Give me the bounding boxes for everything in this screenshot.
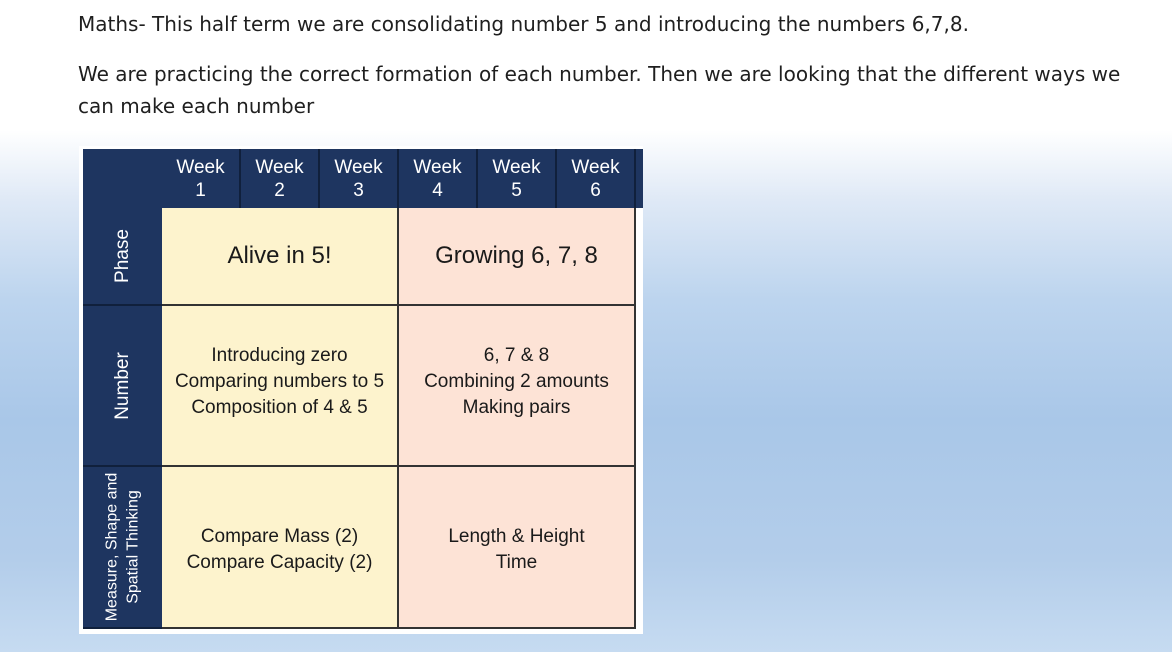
week-number: 1 — [195, 179, 206, 201]
measure-cell-weeks-4-6 — [399, 467, 636, 629]
week-5-header — [478, 149, 557, 208]
topic-line: Making pairs — [462, 396, 571, 418]
row-label-number — [83, 306, 162, 467]
maths-plan-table — [79, 146, 643, 634]
intro-line-1: Maths- This half term we are consolidating number 5 and introducing the numbers 6,7,8. — [78, 12, 969, 36]
number-cell-weeks-4-6 — [399, 306, 636, 467]
week-number: 3 — [353, 179, 364, 201]
week-1-header — [162, 149, 241, 208]
measure-cell-weeks-1-3 — [162, 467, 399, 629]
week-label: Week — [255, 156, 304, 178]
week-2-header — [241, 149, 320, 208]
topic-line: Compare Mass (2) — [200, 526, 359, 547]
week-label: Week — [413, 156, 462, 178]
week-4-header — [399, 149, 478, 208]
week-number: 6 — [590, 179, 601, 201]
week-3-header — [320, 149, 399, 208]
week-label: Week — [334, 156, 383, 178]
topic-line: Compare Capacity (2) — [186, 552, 373, 573]
week-label: Week — [176, 156, 225, 178]
header-corner — [83, 149, 162, 208]
phase-label: Phase — [111, 229, 133, 283]
row-label-measure — [83, 467, 162, 629]
topic-line: Combining 2 amounts — [424, 370, 609, 392]
week-number: 5 — [511, 179, 522, 201]
number-cell-weeks-1-3 — [162, 306, 399, 467]
topic-line: Introducing zero — [211, 344, 348, 366]
measure-label — [102, 473, 144, 622]
row-label-phase — [83, 208, 162, 306]
topic-line: Length & Height — [448, 526, 585, 547]
week-label: Week — [492, 156, 541, 178]
measure-label-line-2: Spatial Thinking — [124, 490, 142, 604]
week-label: Week — [571, 156, 620, 178]
week-number: 2 — [274, 179, 285, 201]
topic-line: Comparing numbers to 5 — [174, 370, 385, 392]
phase-cell-weeks-4-6 — [399, 208, 636, 306]
phase-cell-weeks-1-3 — [162, 208, 399, 306]
week-number: 4 — [432, 179, 443, 201]
number-label: Number — [111, 351, 133, 420]
week-6-header — [557, 149, 636, 208]
phase-name: Growing 6, 7, 8 — [435, 242, 598, 269]
measure-label-line-1: Measure, Shape and — [103, 472, 121, 622]
topic-line: 6, 7 & 8 — [483, 344, 550, 366]
intro-line-2: We are practicing the correct formation of each number. Then we are looking that the different ways we can make each number — [78, 62, 1121, 118]
topic-line: Time — [495, 552, 538, 573]
phase-name: Alive in 5! — [227, 242, 332, 269]
topic-line: Composition of 4 & 5 — [191, 396, 368, 418]
intro-text — [78, 8, 1138, 122]
